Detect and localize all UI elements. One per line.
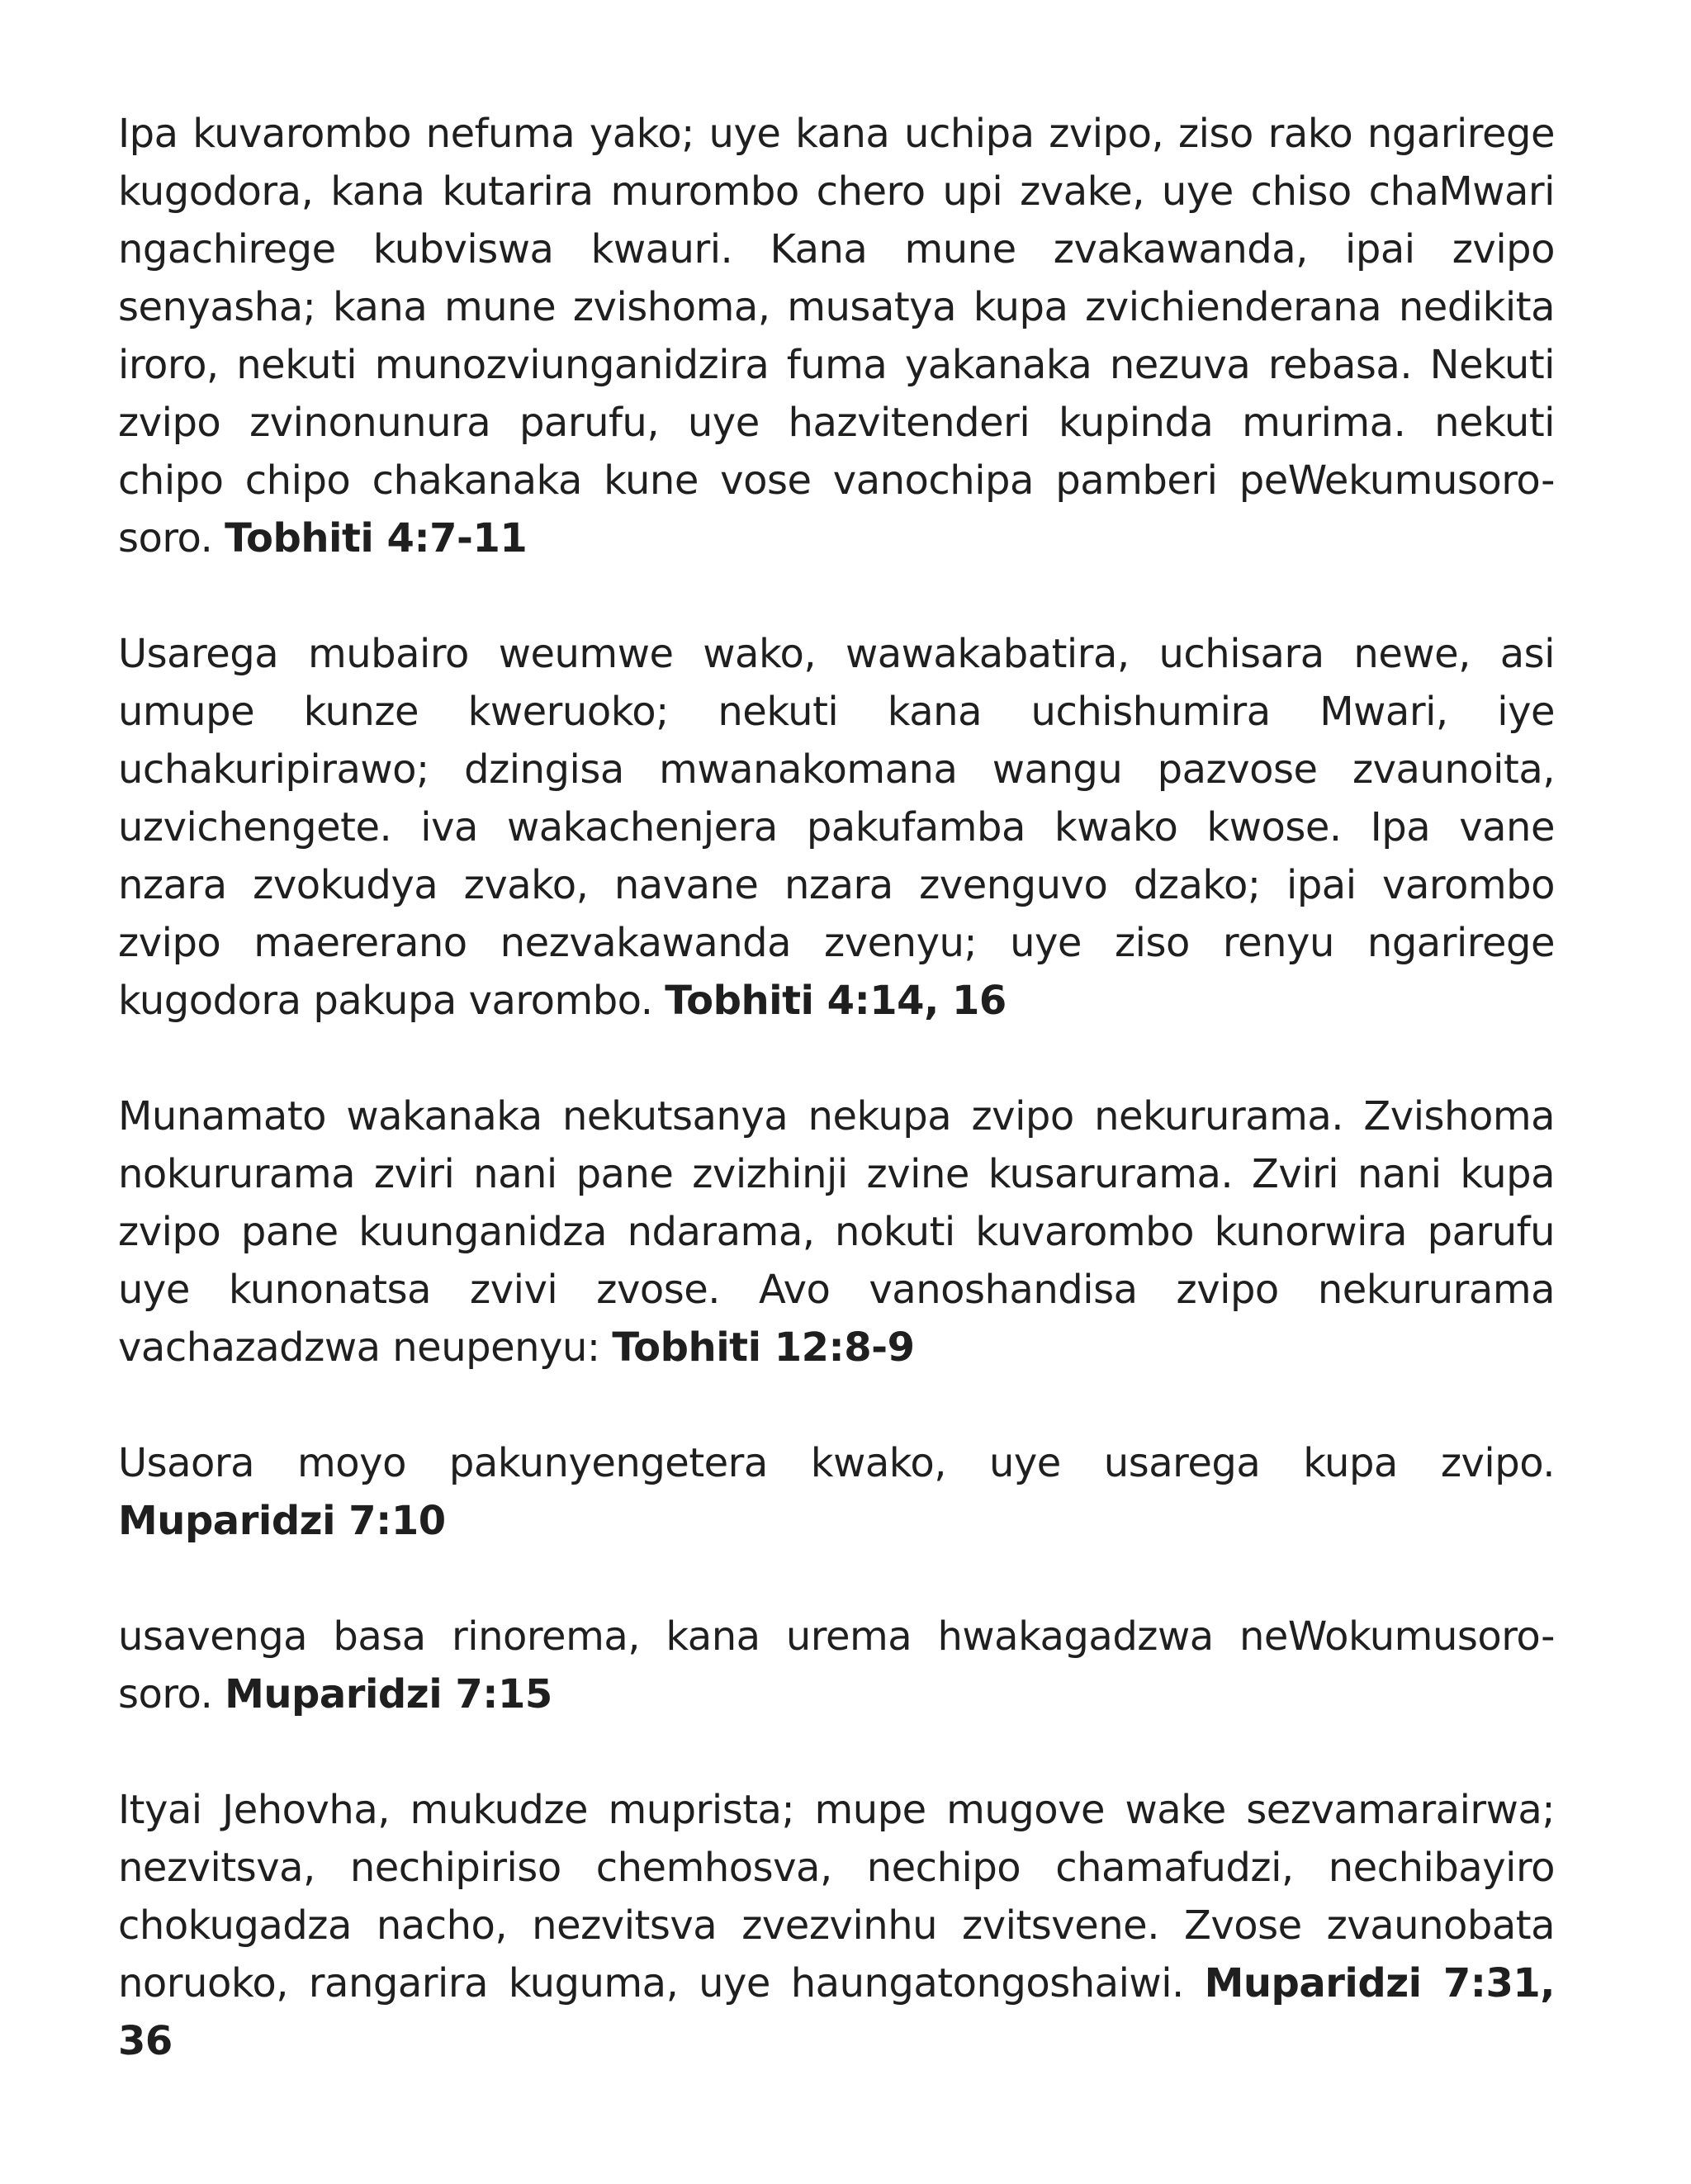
verse-paragraph-6 [118, 1781, 1555, 2070]
verse-text: Munamato wakanaka nekutsanya nekupa zvipo nekururama. Zvishoma nokururama zviri nani pane zvizhinji zvine kusarurama. Zviri nani kupa zvipo pane kuunganidza ndarama, nokuti kuvarombo kunorwira parufu uye kunonatsa zvivi zvose. Avo vanoshandisa zvipo nekururama vachazadzwa neupenyu: [118, 1093, 1555, 1371]
verse-paragraph-2 [118, 625, 1555, 1030]
verse-text: Usaora moyo pakunyengetera kwako, uye usarega kupa zvipo. [118, 1440, 1555, 1486]
verse-paragraph-5 [118, 1608, 1555, 1723]
verse-paragraph-3 [118, 1087, 1555, 1376]
verse-text: usavenga basa rinorema, kana urema hwakagadzwa neWokumusoro-soro. [118, 1613, 1555, 1717]
verse-reference: Muparidzi 7:15 [225, 1671, 552, 1717]
verse-reference: Tobhiti 4:7-11 [225, 515, 528, 561]
verse-text: Usarega mubairo weumwe wako, wawakabatira, uchisara newe, asi umupe kunze kweruoko; nekuti kana uchishumira Mwari, iye uchakuripirawo; dzingisa mwanakomana wangu pazvose zvaunoita, uzvichengete. iva wakachenjera pakufamba kwako kwose. Ipa vane nzara zvokudya zvako, navane nzara zvenguvo dzako; ipai varombo zvipo maererano nezvakawanda zvenyu; uye ziso renyu ngarirege kugodora pakupa varombo. [118, 631, 1555, 1024]
verse-paragraph-4 [118, 1434, 1555, 1550]
verse-reference: Tobhiti 4:14, 16 [665, 978, 1007, 1024]
verse-paragraph-1 [118, 105, 1555, 567]
verse-reference: Muparidzi 7:10 [118, 1498, 446, 1544]
verse-text: Ityai Jehovha, mukudze muprista; mupe mugove wake sezvamarairwa; nezvitsva, nechipiriso chemhosva, nechipo chamafudzi, nechibayiro chokugadza nacho, nezvitsva zvezvinhu zvitsvene. Zvose zvaunobata noruoko, rangarira kuguma, uye haungatongoshaiwi. [118, 1787, 1555, 2006]
verse-reference: Muparidzi 7:31, 36 [118, 1960, 1555, 2064]
verse-text: Ipa kuvarombo nefuma yako; uye kana uchipa zvipo, ziso rako ngarirege kugodora, kana kutarira murombo chero upi zvake, uye chiso chaMwari ngachirege kubviswa kwauri. Kana mune zvakawanda, ipai zvipo senyasha; kana mune zvishoma, musatya kupa zvichienderana nedikita iroro, nekuti munozviunganidzira fuma yakanaka nezuva rebasa. Nekuti zvipo zvinonunura parufu, uye hazvitenderi kupinda murima. nekuti chipo chipo chakanaka kune vose vanochipa pamberi peWekumusoro-soro. [118, 111, 1555, 561]
verse-reference: Tobhiti 12:8-9 [612, 1324, 915, 1371]
